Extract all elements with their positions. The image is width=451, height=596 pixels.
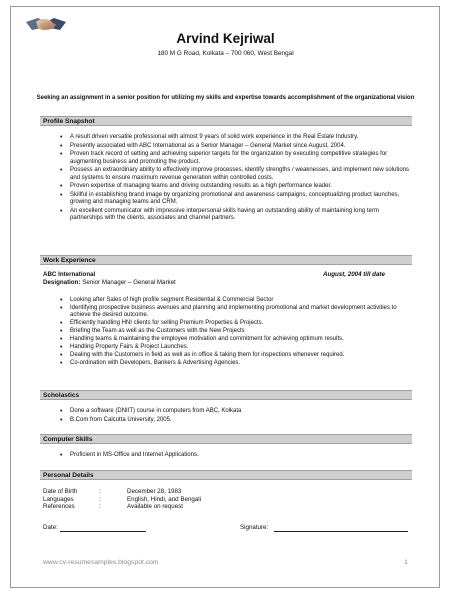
footer-website: www.cv-resumesamples.blogspot.com: [43, 559, 159, 566]
list-item: • Handling Property Fairs & Project Launches.: [40, 344, 412, 351]
personal-label: References: [43, 503, 75, 510]
company-name: ABC International: [43, 271, 96, 278]
section-header-profile: Profile Snapshot: [40, 116, 412, 126]
personal-value: English, Hindi, and Bengali: [127, 495, 201, 503]
list-item: • An excellent communicator with impressive interpersonal skills having an outstanding ability of maintaining long term partnerships with the clients, associates and channel partners.: [40, 208, 412, 223]
personal-row-languages: [43, 496, 201, 504]
personal-sep: :: [99, 495, 101, 503]
designation-label: Designation:: [43, 279, 81, 286]
list-item: • Handling teams & maintaining the employee motivation and commitment for achieving optimum results.: [40, 336, 412, 343]
candidate-address: 180 M G Road, Kolkata – 700 060, West Bengal: [157, 50, 294, 57]
personal-sep: :: [99, 503, 101, 510]
section-header-personal: Personal Details: [40, 470, 412, 480]
list-item: • Looking after Sales of high profile segment Residential & Commercial Sector: [40, 297, 412, 304]
employment-dates: August, 2004 till date: [323, 271, 385, 278]
personal-details-table: [43, 488, 201, 511]
list-item: • Proficient in MS-Office and Internet Applications.: [40, 452, 412, 459]
personal-row-dob: [43, 488, 201, 496]
signature-line: [274, 531, 408, 532]
section-header-computer: Computer Skills: [40, 434, 412, 444]
list-item: • Co-ordination with Developers, Bankers & Advertising Agencies.: [40, 360, 412, 367]
work-duties-list: [40, 297, 412, 368]
designation-value: Senior Manager – General Market: [82, 279, 176, 286]
list-item: • B.Com from Calcutta University, 2005.: [40, 417, 412, 424]
resume-header: [0, 31, 451, 58]
list-item: • Proven track record of setting and achieving superior targets for the organization by executing competitive strategies for augmenting business and promoting the product.: [40, 151, 412, 166]
list-item: • A result driven versatile professional with almost 9 years of solid work experience in the Real Estate Industry.: [40, 134, 412, 141]
list-item: • Possess an extraordinary ability to effectively improve processes, identify strengths / weaknesses, and implement new solutions and systems to ensure maximum revenue generation within controlled costs.: [40, 167, 412, 182]
profile-list: [40, 134, 412, 224]
list-item: • Briefing the Team as well as the Customers with the New Projects: [40, 328, 412, 335]
section-header-work: Work Experience: [40, 255, 412, 265]
signature-label: Signature:: [240, 524, 269, 531]
personal-row-references: [43, 503, 201, 511]
career-objective: Seeking an assignment in a senior position for utilizing my skills and expertise towards accomplishment of the organizational vision: [36, 95, 415, 101]
personal-label: Languages: [43, 495, 74, 503]
personal-label: Date of Birth: [43, 488, 78, 495]
list-item: • Done a software (DNIIT) course in computers from ABC, Kolkata: [40, 408, 412, 415]
date-line: [60, 531, 146, 532]
personal-value: Available on request: [127, 503, 183, 510]
list-item: • Efficiently handling HNI clients for selling Premium Properties & Projects.: [40, 320, 412, 327]
designation-line: [43, 279, 176, 287]
section-header-scholastics: Scholastics: [40, 390, 412, 400]
candidate-name: Arvind Kejriwal: [176, 31, 275, 46]
personal-value: December 28, 1983: [127, 488, 182, 495]
date-label: Date:: [43, 524, 58, 531]
list-item: • Dealing with the Customers in field as well as in office & taking them for inspections whenever required.: [40, 352, 412, 359]
list-item: • Presently associated with ABC International as a Senior Manager – General Market since August, 2004.: [40, 143, 412, 150]
list-item: • Proven expertise of managing teams and driving outstanding results as a high performance leader.: [40, 183, 412, 190]
computer-skills-list: [40, 452, 412, 461]
list-item: • Skillful in establishing brand image by organizing promotional and awareness campaigns, conceptualizing product launches, growing and managing teams and CRM.: [40, 192, 412, 207]
list-item: • Identifying prospective business avenues and planning and implementing promotional and market development activities to achieve the desired outcome.: [40, 305, 412, 320]
personal-sep: :: [99, 488, 101, 495]
page-number: 1: [404, 559, 408, 566]
scholastics-list: [40, 408, 412, 425]
